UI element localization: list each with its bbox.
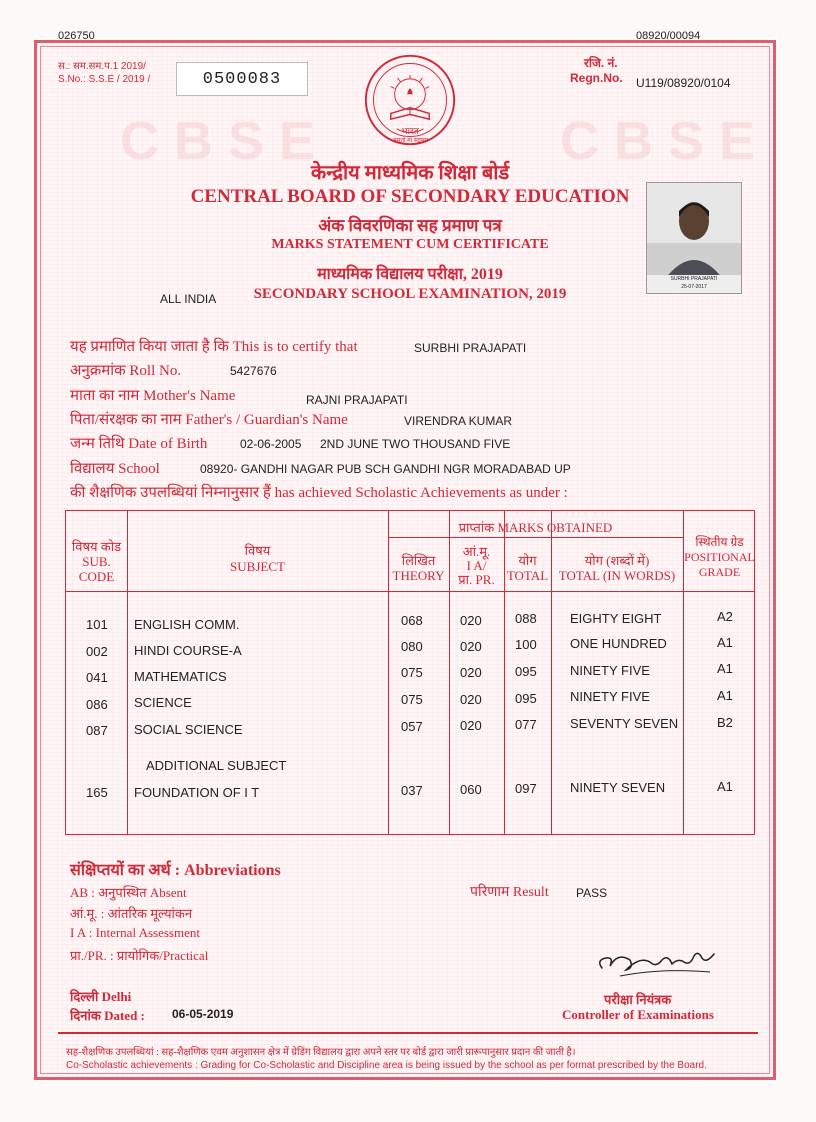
row-ia: 020 [460, 692, 482, 707]
father-label: पिता/संरक्षक का नाम Father's / Guardian's Name [70, 412, 348, 428]
row-total: 077 [515, 717, 537, 732]
corner-number-right: 08920/00094 [636, 30, 701, 42]
additional-subject-label: ADDITIONAL SUBJECT [146, 758, 287, 773]
header-subject: विषय SUBJECT [230, 543, 285, 574]
row-words: SEVENTY SEVEN [570, 716, 679, 731]
exam-title-english: SECONDARY SCHOOL EXAMINATION, 2019 [253, 286, 567, 302]
emblem-motto: असतो मा सद्गमय [391, 138, 429, 144]
dated-label: दिनांक Dated : [70, 1008, 145, 1023]
row-code: 087 [86, 723, 108, 738]
row-words: NINETY FIVE [570, 663, 650, 678]
row-theory: 068 [401, 613, 423, 628]
row-code: 086 [86, 697, 108, 712]
row-ia: 020 [460, 718, 482, 733]
dob-label: जन्म तिथि Date of Birth [70, 436, 208, 452]
header-marks-obtained: प्राप्तांक MARKS OBTAINED [458, 520, 613, 535]
row-ia: 020 [460, 665, 482, 680]
row-ia: 060 [460, 782, 482, 797]
school-name: 08920- GANDHI NAGAR PUB SCH GANDHI NGR MORADABAD UP [200, 462, 571, 476]
achievements-label: की शैक्षणिक उपलब्धियां निम्नानुसार हैं has achieved Scholastic Achievements as under : [70, 485, 568, 501]
watermark: C B S E [120, 111, 316, 171]
co-scholastic-note-english: Co-Scholastic achievements : Grading for Co-Scholastic and Discipline area is being issued by the school as per format prescribed by the Board. [66, 1060, 707, 1071]
row-words: EIGHTY EIGHT [570, 611, 662, 626]
controller-english: Controller of Examinations [562, 1007, 714, 1022]
row-code: 165 [86, 785, 108, 800]
abbrev-ia-english: I A : Internal Assessment [70, 925, 200, 940]
regn-number: U119/08920/0104 [636, 76, 731, 90]
regn-label: रजि. नं. Regn.No. [570, 56, 623, 85]
row-subject: ENGLISH COMM. [134, 617, 240, 632]
row-subject: FOUNDATION OF I T [134, 785, 260, 800]
row-ia: 020 [460, 613, 482, 628]
row-words: NINETY FIVE [570, 689, 650, 704]
row-total: 095 [515, 664, 537, 679]
roll-label: अनुक्रमांक Roll No. [70, 363, 182, 379]
row-total: 095 [515, 691, 537, 706]
row-words: NINETY SEVEN [570, 780, 666, 795]
header-grade: स्थितीय ग्रेड POSITIONAL GRADE [684, 535, 755, 579]
row-subject: HINDI COURSE-A [134, 643, 242, 658]
watermark: C B S E [560, 111, 756, 171]
abbrev-absent: AB : अनुपस्थित Absent [70, 885, 187, 900]
board-name-hindi: केन्द्रीय माध्यमिक शिक्षा बोर्ड [310, 162, 510, 184]
header-total: योग TOTAL [506, 553, 549, 583]
row-grade: A2 [717, 609, 733, 624]
row-theory: 037 [401, 783, 423, 798]
row-total: 100 [515, 637, 537, 652]
row-grade: A1 [717, 688, 733, 703]
row-grade: A1 [717, 661, 733, 676]
serial-number: 0500083 [176, 62, 308, 96]
mother-name: RAJNI PRAJAPATI [306, 393, 408, 407]
row-theory: 075 [401, 665, 423, 680]
row-words: ONE HUNDRED [570, 636, 667, 651]
co-scholastic-note-hindi: सह-शैक्षणिक उपलब्धियां : सह-शैक्षणिक एवम अनुशासन क्षेत्र में ग्रेडिंग विद्यालय द्वारा अपने स्तर पर बोर्ड द्वारा जारी प्रारूपानुसार प्रदान की जाती है। [66, 1047, 576, 1058]
document-title-english: MARKS STATEMENT CUM CERTIFICATE [271, 237, 549, 252]
abbrev-practical: प्रा./PR. : प्रायोगिक/Practical [70, 948, 209, 963]
roll-number: 5427676 [230, 364, 277, 378]
mother-label: माता का नाम Mother's Name [70, 388, 236, 404]
row-subject: SOCIAL SCIENCE [134, 722, 243, 737]
row-grade: A1 [717, 635, 733, 650]
exam-title-hindi: माध्यमिक विद्यालय परीक्षा, 2019 [317, 266, 503, 283]
header-ia-pr: आं.मू. I A/ प्रा. PR. [458, 544, 495, 587]
footer-divider [58, 1032, 758, 1034]
board-name-english: CENTRAL BOARD OF SECONDARY EDUCATION [190, 186, 630, 207]
header-sub-code: विषय कोड SUB. CODE [71, 539, 122, 584]
dated-value: 06-05-2019 [172, 1007, 234, 1021]
student-name: SURBHI PRAJAPATI [414, 341, 527, 355]
region-label: ALL INDIA [160, 292, 217, 306]
controller-hindi: परीक्षा नियंत्रक [604, 992, 672, 1007]
dob-words: 2ND JUNE TWO THOUSAND FIVE [320, 437, 511, 451]
abbreviations-title: संक्षिप्तयों का अर्थ : Abbreviations [70, 862, 281, 879]
dob-value: 02-06-2005 [240, 437, 302, 451]
school-label: विद्यालय School [70, 461, 160, 477]
row-grade: A1 [717, 779, 733, 794]
row-theory: 080 [401, 639, 423, 654]
corner-number-left: 026750 [58, 30, 95, 42]
serial-prefix: स.: सम.सम.प.1 2019/ S.No.: S.S.E / 2019 / [58, 61, 151, 85]
document-title-hindi: अंक विवरणिका सह प्रमाण पत्र [318, 216, 502, 235]
signature [590, 938, 730, 984]
emblem-bharat: भारत [401, 126, 419, 136]
row-theory: 057 [401, 719, 423, 734]
student-photo [646, 182, 742, 294]
header-theory: लिखित THEORY [392, 553, 445, 583]
row-grade: B2 [717, 715, 733, 730]
photo-caption-date: 25-07-2017 [681, 284, 707, 290]
place-label: दिल्ली Delhi [70, 989, 132, 1004]
row-subject: SCIENCE [134, 695, 192, 710]
photo-caption-name: SURBHI PRAJAPATI [670, 276, 718, 282]
result-label: परिणाम Result [470, 885, 549, 900]
row-code: 041 [86, 670, 108, 685]
marks-table [65, 510, 755, 835]
row-total: 088 [515, 611, 537, 626]
row-total: 097 [515, 781, 537, 796]
certify-label: यह प्रमाणित किया जाता है कि This is to certify that [70, 339, 358, 355]
row-theory: 075 [401, 692, 423, 707]
row-code: 101 [86, 617, 108, 632]
row-ia: 020 [460, 639, 482, 654]
result-value: PASS [576, 886, 608, 900]
header-total-words: योग (शब्दों में) TOTAL (IN WORDS) [558, 553, 676, 583]
abbrev-ia-hindi: आं.मू. : आंतरिक मूल्यांकन [70, 906, 193, 921]
row-subject: MATHEMATICS [134, 669, 227, 684]
father-name: VIRENDRA KUMAR [404, 414, 513, 428]
row-code: 002 [86, 644, 108, 659]
